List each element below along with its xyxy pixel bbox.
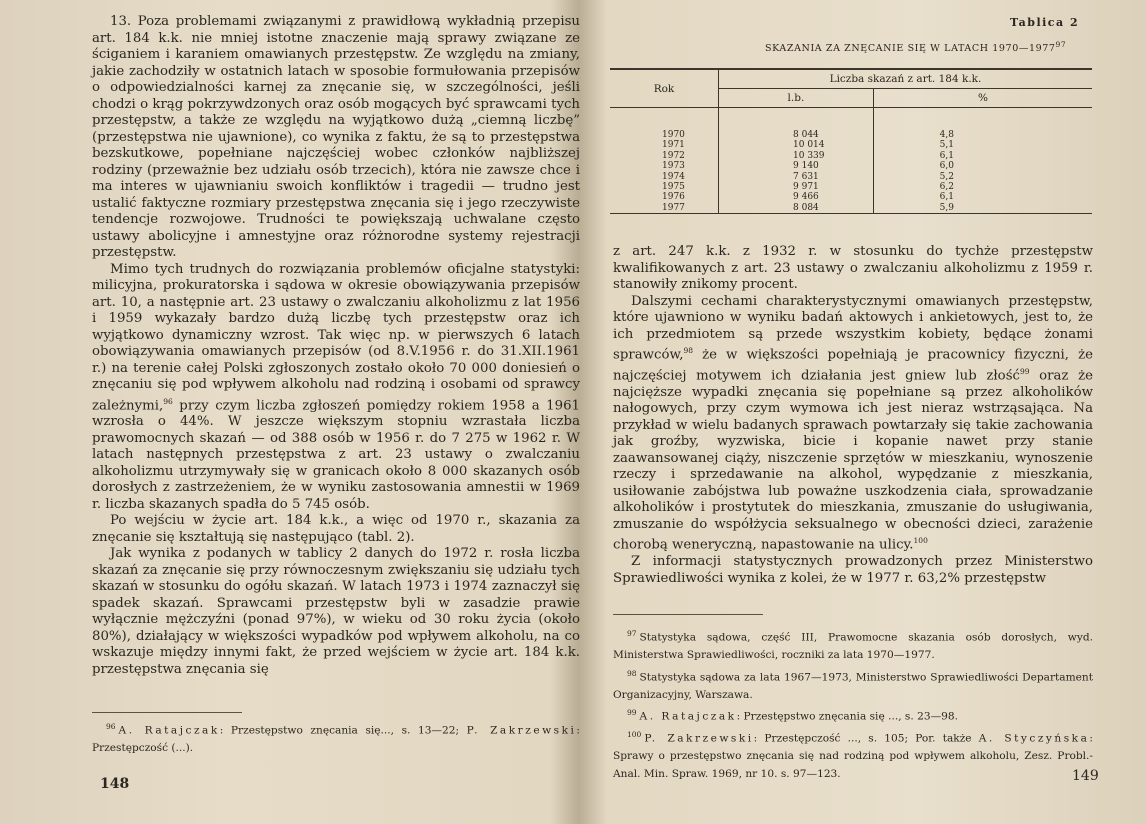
page-number: 149 xyxy=(1072,768,1099,784)
footnote-ref: 100 xyxy=(913,536,928,546)
footnote-98: $^{98}$ Statystyka sądowa za lata 1967—1973, Ministerstwo Sprawiedliwości Departament Organizacyjny, Warszawa. xyxy=(613,668,1093,701)
footnote-rule xyxy=(613,614,763,615)
table-row: 1971 10 014 5,1 xyxy=(610,140,1092,150)
table-row: 1976 9 466 6,1 xyxy=(610,192,1092,202)
footnote-99: $^{99}$ A. Ratajczak: Przestępstwo znęcania się ..., s. 23—98. xyxy=(627,708,959,723)
footnote-96: $^{96}$ A. Ratajczak: Przestępstwo znęcania się..., s. 13—22; P. Zakrzewski: Przestępczość (...). xyxy=(92,722,580,754)
paragraph: 13. Poza problemami związanymi z prawidłową wykładnią przepisu art. 184 k.k. nie mniej istotne znaczenie mają sprawy związane ze ściganiem i karaniem omawianych przestępstw. Ze względu na zmiany, jakie zachodziły w ostatnich latach w sposobie formułowania przepisów o odpowiedzialności karnej za znęcanie się, w szczególności, jeśli chodzi o krąg pokrzywdzonych oraz osób mogących być sprawcami tych przestępstw, a także ze względu na wyjątkowo dużą „ciemną liczbę” (przestępstwa nie ujawnione), co wynika z faktu, że są to przestępstwa bezskutkowe, popełniane najczęściej wobec członków najbliższej rodziny (przeważnie bez udziału osób trzecich), która nie zawsze chce i ma interes w ujawnianiu swoich konfliktów i tragedii — trudno jest ustalić faktyczne rozmiary przestępstwa znęcania się i jego rzeczywiste tendencje rozwojowe. Trudności te powiększają uchwalane często ustawy abolicyjne i amnestyjne oraz różnorodne systemy rejestracji przestępstw. xyxy=(92,14,580,260)
table-row: 1974 7 631 5,2 xyxy=(610,172,1092,182)
table-row: 1977 8 084 5,9 xyxy=(610,203,1092,214)
paragraph: Z informacji statystycznych prowadzonych przez Ministerstwo Sprawiedliwości wynika z kolei, że w 1977 r. 63,2% przestępstw xyxy=(613,554,1093,586)
right-page-body xyxy=(613,244,1093,587)
paragraph: z art. 247 k.k. z 1932 r. w stosunku do tychże przestępstw kwalifikowanych z art. 23 ustawy o zwalczaniu alkoholizmu z 1959 r. stanowiły znikomy procent. xyxy=(613,244,1093,292)
paragraph: Mimo tych trudnych do rozwiązania problemów oficjalne statystyki: milicyjna, prokuratorska i sądowa w okresie obowiązywania przepisów art. 10, a następnie art. 23 ustawy o zwalczaniu alkoholizmu z lat 1956 i 1959 wykazały bardzo dużą liczbę tych przestępstw oraz ich wyjątkowo dynamiczny wzrost. Tak więc np. w pierwszych 6 latach obowiązywania omawianych przepisów (od 8.V.1956 r. do 31.XII.1961 r.) na terenie całej Polski zgłoszonych zostało około 70 000 doniesień o znęcaniu się pod wpływem alkoholu nad rodziną i osobami od sprawcy zależnymi,$^{96}$ przy czym liczba zgłoszeń pomiędzy rokiem 1958 a 1961 wzrosła o 44%. W jeszcze większym stopniu wzrastała liczba prawomocnych skazań — od 388 osób w 1956 r. do 7 275 w 1962 r. W latach następnych przestępstwa z art. 23 ustawy o zwalczaniu alkoholizmu utrzymywały się w granicach około 8 000 skazanych osób dorosłych z zastrzeżeniem, że w wyniku zastosowania amnestii w 1969 r. liczba skazanych spadła do 5 745 osób. xyxy=(92,261,580,512)
table-label: Tablica 2 xyxy=(1010,16,1080,29)
paragraph: Jak wynika z podanych w tablicy 2 danych do 1972 r. rosła liczba skazań za znęcanie się przy równoczesnym zwiększaniu się udziału tych skazań w stosunku do ogółu skazań. W latach 1973 i 1974 zaznaczył się spadek skazań. Sprawcami przestępstw byli w zasadzie prawie wyłącznie mężczyźni (ponad 97%), w wieku od 30 roku życia (około 80%), działający w większości wypadków pod wpływem alkoholu, na co wskazuje między innymi fakt, że przed wejściem w życie art. 184 k.k. przestępstwa znęcania się xyxy=(92,546,580,677)
col-header-percent: % xyxy=(873,89,1092,108)
table-row: 1975 9 971 6,2 xyxy=(610,182,1092,192)
left-page-body xyxy=(92,14,580,678)
footnote-100: $^{100}$ P. Zakrzewski: Przestępczość ..., s. 105; Por. także A. Styczyńska: Sprawy o przestępstwo znęcania się nad rodziną pod wpływem alkoholu, Zesz. Probl.-Anal. Min. Spraw. 1969, nr 10. s. 97—123. xyxy=(613,730,1093,780)
footnote-rule xyxy=(92,712,242,713)
footnote-97: $^{97}$ Statystyka sądowa, część III, Prawomocne skazania osób dorosłych, wyd. Ministerstwa Sprawiedliwości, roczniki za lata 1970—1977. xyxy=(613,629,1093,662)
footnote-ref: 99 xyxy=(1019,366,1030,376)
paragraph: Po wejściu w życie art. 184 k.k., a więc od 1970 r., skazania za znęcanie się kształtują się następująco (tabl. 2). xyxy=(92,513,580,545)
col-header-group: Liczba skazań z art. 184 k.k. xyxy=(719,69,1093,89)
footnote-ref: 96 xyxy=(163,396,173,406)
col-header-year: Rok xyxy=(610,69,719,108)
paragraph: Dalszymi cechami charakterystycznymi omawianych przestępstw, które ujawniono w wyniku badań aktowych i ankietowych, jest to, że ich przedmiotem są przede wszystkim kobiety, będące żonami sprawców,$^{98}$ że w większości popełniają je pracownicy fizyczni, że najczęściej motywem ich działania jest gniew lub złość$^{99}$ oraz że najcięższe wypadki znęcania się popełniane są przez alkoholików nałogowych, przy czym wymowa ich jest nieraz wstrząsająca. Na przykład w wielu badanych sprawach powtarzały się takie zachowania jak groźby, wyzwiska, bicie i kopanie nawet przy stanie zaawansowanej ciąży, niszczenie sprzętów w mieszkaniu, wynoszenie rzeczy i sprzedawanie na alkohol, wypędzanie z mieszkania, usiłowanie zabójstwa lub poważne uszkodzenia ciała, sprowadzanie alkoholików i prostytutek do mieszkania, zmuszanie do usługiwania, zmuszanie do współżycia seksualnego w obecności dzieci, zarażenie chorobą weneryczną, napastowanie na ulicy.$^{100}$ xyxy=(613,293,1093,553)
page-number: 148 xyxy=(100,776,130,792)
footnote-ref: 98 xyxy=(683,346,694,355)
table-row: 1973 9 140 6,0 xyxy=(610,161,1092,171)
table-title: SKAZANIA ZA ZNĘCANIE SIĘ W LATACH 1970—1977$^{97}$ xyxy=(765,40,1067,55)
col-header-count: l.b. xyxy=(719,89,874,108)
table-row: 1972 10 339 6,1 xyxy=(610,151,1092,161)
data-table xyxy=(610,68,1092,214)
table-row: 1970 8 044 4,8 xyxy=(610,130,1092,140)
right-footnotes xyxy=(613,625,1093,783)
